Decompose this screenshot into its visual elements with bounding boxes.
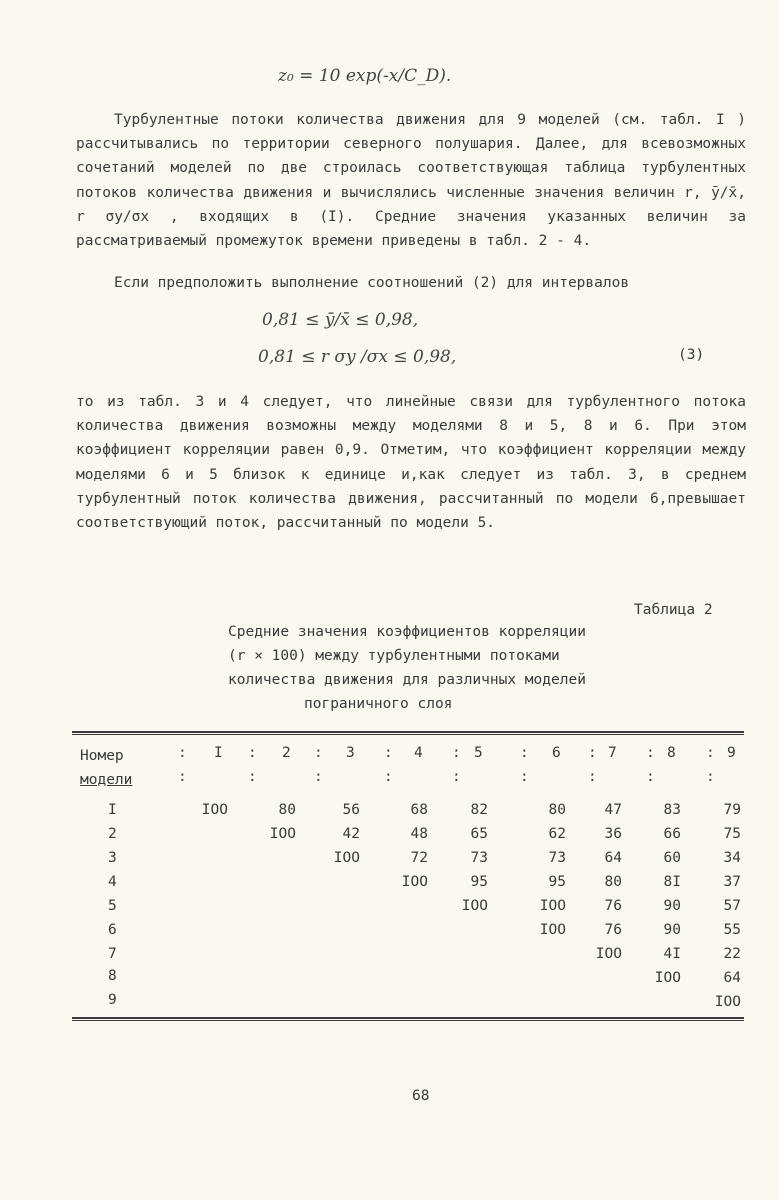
table-cell: 66 xyxy=(663,826,681,842)
table-cell: 60 xyxy=(663,850,681,866)
table-top-rule xyxy=(72,731,744,733)
row-label: 5 xyxy=(108,898,117,914)
table-cell: 62 xyxy=(548,826,566,842)
column-header: 2 xyxy=(282,745,291,761)
column-separator: : xyxy=(314,769,323,785)
table-bottom-rule-thin xyxy=(72,1020,744,1021)
table-caption xyxy=(228,620,628,716)
column-header: I xyxy=(214,745,223,761)
column-header: 3 xyxy=(346,745,355,761)
column-header: 4 xyxy=(414,745,423,761)
table-cell: IOO xyxy=(595,946,622,962)
table-cell: 56 xyxy=(342,802,360,818)
table-cell: 75 xyxy=(723,826,741,842)
row-label: 3 xyxy=(108,850,117,866)
paragraph-1: Турбулентные потоки количества движения для 9 моделей (см. табл. I ) рассчитывались по территории северного полушария. Далее, для всевозможных сочетаний моделей по две строилась соответствующая таблица турбулентных потоков количества движения и вычислялись численные значения величин r, ȳ/x̄, r σy/σx , входящих в (I). Средние значения указанных величин за рассматриваемый промежуток времени приведены в табл. 2 - 4. xyxy=(76,112,746,250)
row-label: 4 xyxy=(108,874,117,890)
column-separator: : xyxy=(452,769,461,785)
column-header: 6 xyxy=(552,745,561,761)
table-top-rule-thin xyxy=(72,734,744,735)
column-separator: : xyxy=(588,769,597,785)
table-cell: IOO xyxy=(333,850,360,866)
table-cell: 8I xyxy=(663,874,681,890)
table-cell: 95 xyxy=(548,874,566,890)
column-separator: : xyxy=(384,769,393,785)
table-cell: 47 xyxy=(604,802,622,818)
table-cell: 76 xyxy=(604,898,622,914)
table-cell: 57 xyxy=(723,898,741,914)
paragraph-2: Если предположить выполнение соотношений (2) для интервалов xyxy=(114,275,630,291)
caption-line: пограничного слоя xyxy=(304,696,453,712)
table-cell: 64 xyxy=(723,970,741,986)
table-label: Таблица 2 xyxy=(634,602,713,618)
column-separator: : xyxy=(706,769,715,785)
row-label: 7 xyxy=(108,946,117,962)
table-cell: 83 xyxy=(663,802,681,818)
table-cell: 73 xyxy=(470,850,488,866)
table-cell: IOO xyxy=(539,922,566,938)
column-separator: : xyxy=(706,745,715,761)
table-cell: 90 xyxy=(663,922,681,938)
column-separator: : xyxy=(248,769,257,785)
table-cell: IOO xyxy=(461,898,488,914)
table-cell: 76 xyxy=(604,922,622,938)
table-cell: 64 xyxy=(604,850,622,866)
table-cell: 80 xyxy=(548,802,566,818)
column-separator: : xyxy=(452,745,461,761)
table-cell: IOO xyxy=(401,874,428,890)
column-separator: : xyxy=(646,769,655,785)
paragraph-3: то из табл. 3 и 4 следует, что линейные связи для турбулентного потока количества движения возможны между моделями 8 и 5, 8 и 6. При этом коэффициент корреляции равен 0,9. Отметим, что коэффициент корреляции между моделями 6 и 5 близок к единице и,как следует из табл. 3, в среднем турбулентный поток количества движения, рассчитанный по модели 6,превышает соответствующий поток, рассчитанный по модели 5. xyxy=(76,394,746,532)
column-separator: : xyxy=(178,769,187,785)
column-separator: : xyxy=(646,745,655,761)
table-cell: IOO xyxy=(654,970,681,986)
column-separator: : xyxy=(384,745,393,761)
table-cell: 82 xyxy=(470,802,488,818)
inequality-2: 0,81 ≤ r σy /σx ≤ 0,98, xyxy=(258,347,457,367)
caption-line: Средние значения коэффициентов корреляции xyxy=(228,624,586,640)
table-cell: 36 xyxy=(604,826,622,842)
table-cell: 22 xyxy=(723,946,741,962)
table-cell: 95 xyxy=(470,874,488,890)
table-cell: 90 xyxy=(663,898,681,914)
caption-line: количества движения для различных моделей xyxy=(228,672,586,688)
table-cell: IOO xyxy=(201,802,228,818)
column-header: 8 xyxy=(667,745,676,761)
row-label: 8 xyxy=(108,968,117,984)
column-separator: : xyxy=(248,745,257,761)
table-cell: 65 xyxy=(470,826,488,842)
row-label: 6 xyxy=(108,922,117,938)
table-cell: IOO xyxy=(714,994,741,1010)
table-cell: 80 xyxy=(278,802,296,818)
row-label: 2 xyxy=(108,826,117,842)
table-cell: 72 xyxy=(410,850,428,866)
column-separator: : xyxy=(520,745,529,761)
table-cell: IOO xyxy=(539,898,566,914)
table-cell: 4I xyxy=(663,946,681,962)
table-cell: 73 xyxy=(548,850,566,866)
row-label: I xyxy=(108,802,117,818)
table-header-model-2: модели xyxy=(80,772,133,788)
table-cell: 37 xyxy=(723,874,741,890)
formula-roughness: z₀ = 10 exp(-x/C_D). xyxy=(278,66,452,86)
table-cell: 55 xyxy=(723,922,741,938)
column-header: 7 xyxy=(608,745,617,761)
table-cell: 80 xyxy=(604,874,622,890)
inequality-1: 0,81 ≤ ȳ/x̄ ≤ 0,98, xyxy=(262,310,419,330)
column-separator: : xyxy=(178,745,187,761)
column-separator: : xyxy=(314,745,323,761)
column-separator: : xyxy=(588,745,597,761)
table-cell: 34 xyxy=(723,850,741,866)
column-header: 5 xyxy=(474,745,483,761)
caption-line: (r × 100) между турбулентными потоками xyxy=(228,648,560,664)
table-header-model: Номер xyxy=(80,748,124,764)
column-header: 9 xyxy=(727,745,736,761)
page-number: 68 xyxy=(412,1088,430,1104)
table-cell: 48 xyxy=(410,826,428,842)
equation-number: (3) xyxy=(678,347,705,363)
column-separator: : xyxy=(520,769,529,785)
table-bottom-rule xyxy=(72,1017,744,1019)
table-cell: IOO xyxy=(269,826,296,842)
table-cell: 42 xyxy=(342,826,360,842)
table-cell: 79 xyxy=(723,802,741,818)
table-cell: 68 xyxy=(410,802,428,818)
row-label: 9 xyxy=(108,992,117,1008)
